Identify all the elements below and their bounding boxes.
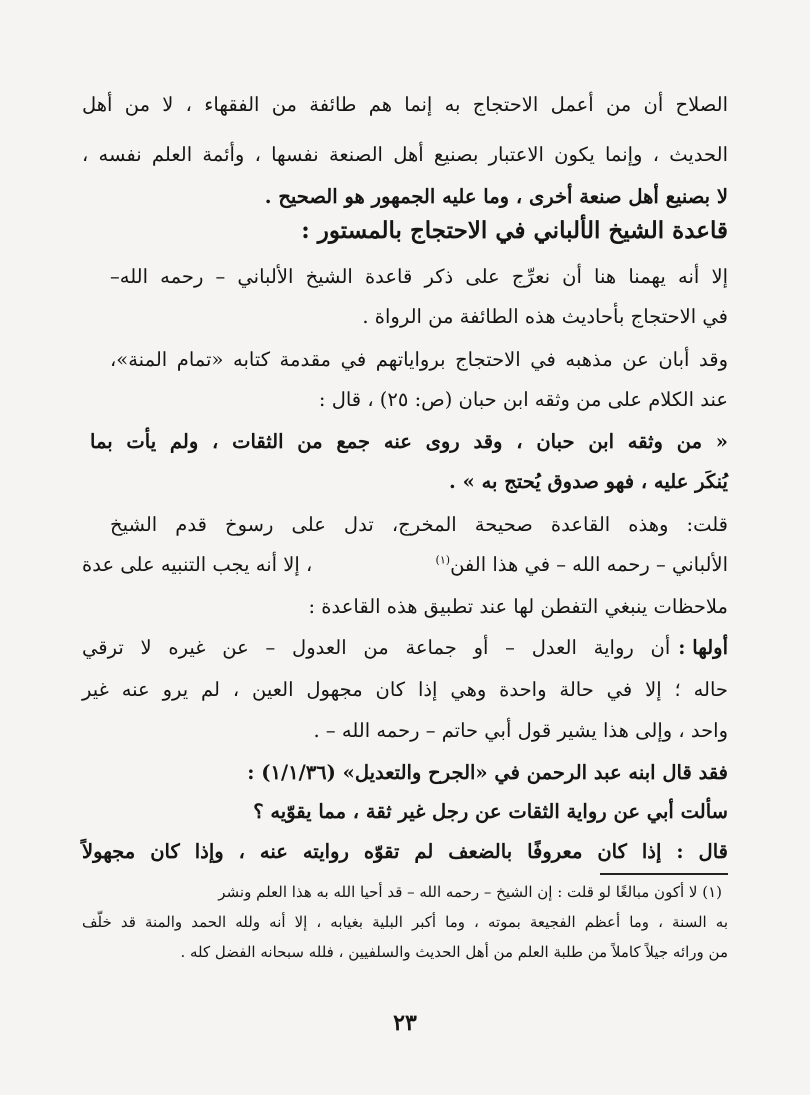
text-line: في الاحتجاج بأحاديث هذه الطائفة من الرواة . <box>362 305 728 328</box>
footnote-line: به السنة ، وما أعظم الفجيعة بموته ، وما أكبر البلية بغيابه ، إلا أنه ولله الحمد والمنة قد خلّف <box>82 913 728 931</box>
text-line: واحد ، وإلى هذا يشير قول أبي حاتم – رحمه الله – . <box>313 719 728 742</box>
text-line: حاله ؛ إلا في حالة واحدة وهي إذا كان مجهول العين ، لم يرو عنه غير <box>82 678 728 701</box>
text-line: سألت أبي عن رواية الثقات عن رجل غير ثقة ، مما يقوّيه ؟ <box>253 800 728 823</box>
text-segment: الألباني – رحمه الله – في هذا الفن$^{(١)}$ <box>435 553 728 576</box>
text-line: فقد قال ابنه عبد الرحمن في «الجرح والتعديل» (١/١/٣٦) : <box>247 761 728 784</box>
text-line: عند الكلام على من وثقه ابن حبان (ص: ٢٥) ، قال : <box>318 388 728 411</box>
text-segment: ، إلا أنه يجب التنبيه على عدة <box>82 553 313 576</box>
footnote-line: من ورائه جيلاً كاملاً من طلبة العلم من أهل الحديث والسلفيين ، فلله سبحانه الفضل كله . <box>180 943 728 961</box>
footnote-separator <box>600 873 728 875</box>
section-heading: قاعدة الشيخ الألباني في الاحتجاج بالمستور : <box>301 217 728 244</box>
quote-line: يُنكَر عليه ، فهو صدوق يُحتج به » . <box>449 470 728 493</box>
text-segment: أن رواية العدل – أو جماعة من العدول – عن غيره لا ترقي <box>82 636 671 659</box>
text-line: لا بصنيع أهل صنعة أخرى ، وما عليه الجمهور هو الصحيح . <box>264 185 728 208</box>
footnote-line: (١) لا أكون مبالغًا لو قلت : إن الشيخ – رحمه الله – قد أحيا الله به هذا العلم ونشر <box>218 883 722 901</box>
list-lead: أولها : <box>678 636 728 659</box>
text-line: الصلاح أن من أعمل الاحتجاج به إنما هم طائفة من الفقهاء ، لا من أهل <box>82 93 728 116</box>
page-number: ٢٣ <box>393 1010 417 1036</box>
text-line: وقد أبان عن مذهبه في الاحتجاج برواياتهم في مقدمة كتابه «تمام المنة»، <box>110 348 728 371</box>
text-line: الحديث ، وإنما يكون الاعتبار بصنيع أهل الصنعة نفسها ، وأئمة العلم نفسه ، <box>82 143 728 166</box>
quote-line: « من وثقه ابن حبان ، وقد روى عنه جمع من الثقات ، ولم يأت بما <box>90 430 728 453</box>
footnote-reference: (١) <box>435 553 451 567</box>
text-line: قلت: وهذه القاعدة صحيحة المخرج، تدل على رسوخ قدم الشيخ <box>110 513 728 536</box>
text-line <box>82 633 728 663</box>
text-line: قال : إذا كان معروفًا بالضعف لم تقوّه روايته عنه ، وإذا كان مجهولاً <box>82 840 728 863</box>
text-line: ملاحظات ينبغي التفطن لها عند تطبيق هذه القاعدة : <box>308 595 728 618</box>
text-line: إلا أنه يهمنا هنا أن نعرِّج على ذكر قاعدة الشيخ الألباني – رحمه الله– <box>110 265 728 288</box>
text-line <box>82 550 728 580</box>
